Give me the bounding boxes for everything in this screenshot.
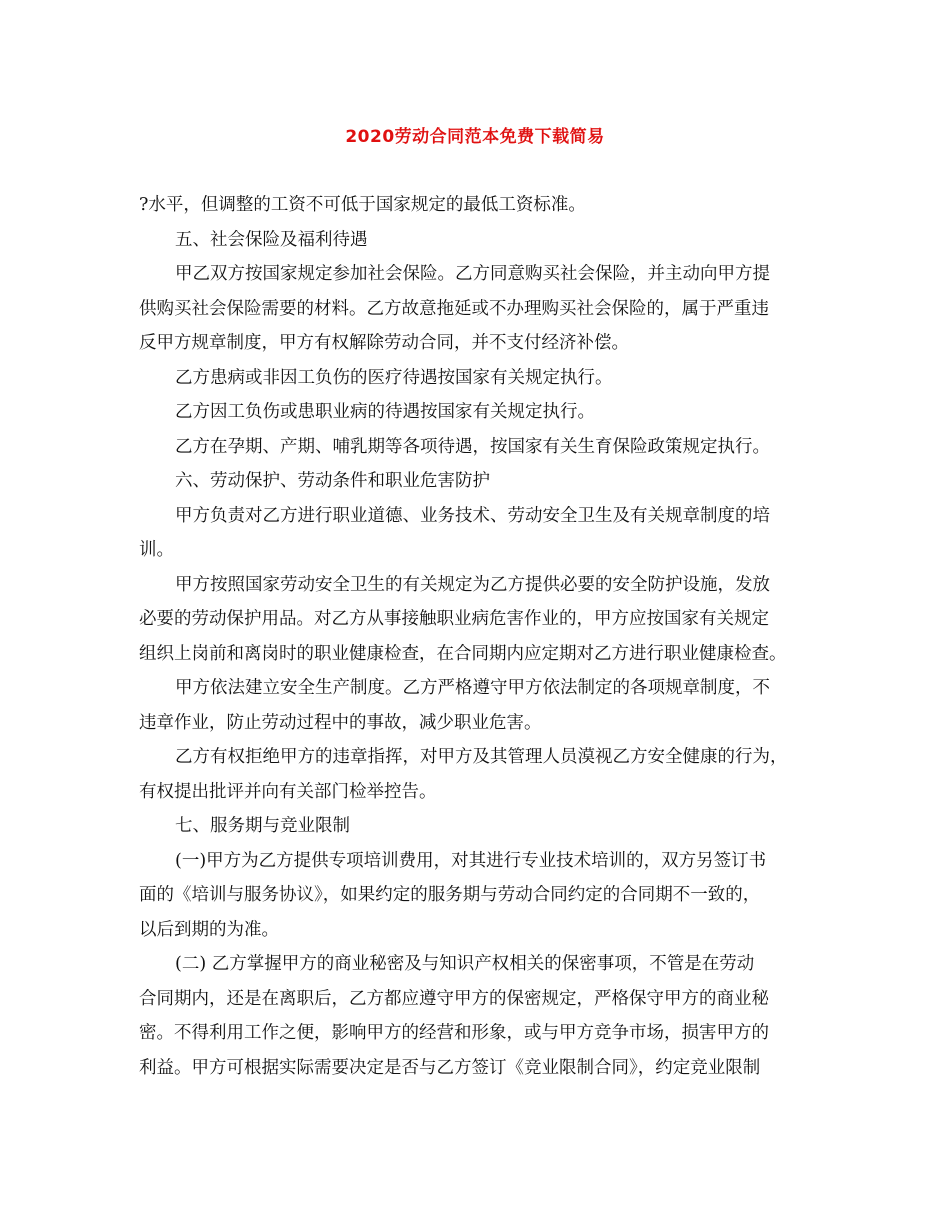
text-line: 供购买社会保险需要的材料。乙方故意拖延或不办理购买社会保险的，属于严重违 bbox=[139, 298, 769, 319]
section-heading: 五、社会保险及福利待遇 bbox=[175, 229, 368, 250]
document-body bbox=[139, 188, 819, 1085]
text-line: 有权提出批评并向有关部门检举控告。 bbox=[139, 781, 437, 802]
section-heading: 七、服务期与竞业限制 bbox=[175, 816, 350, 836]
text-line: 组织上岗前和离岗时的职业健康检查，在合同期内应定期对乙方进行职业健康检查。 bbox=[139, 643, 787, 664]
text-line: 训。 bbox=[139, 540, 174, 560]
section-heading: 六、劳动保护、劳动条件和职业危害防护 bbox=[175, 471, 490, 491]
text-line: 必要的劳动保护用品。对乙方从事接触职业病危害作业的，甲方应按国家有关规定 bbox=[139, 609, 769, 629]
text-line: 违章作业，防止劳动过程中的事故，减少职业危害。 bbox=[139, 712, 542, 733]
text-line: 甲方依法建立安全生产制度。乙方严格遵守甲方依法制定的各项规章制度，不 bbox=[175, 678, 770, 698]
text-line: 甲方负责对乙方进行职业道德、业务技术、劳动安全卫生及有关规章制度的培 bbox=[175, 505, 770, 526]
text-line: (一)甲方为乙方提供专项培训费用，对其进行专业技术培训的，双方另签订书 bbox=[175, 850, 767, 871]
text-line: 甲乙双方按国家规定参加社会保险。乙方同意购买社会保险，并主动向甲方提 bbox=[175, 264, 770, 284]
text-line: 乙方在孕期、产期、哺乳期等各项待遇，按国家有关生育保险政策规定执行。 bbox=[175, 436, 770, 457]
text-line: 合同期内，还是在离职后，乙方都应遵守甲方的保密规定，严格保守甲方的商业秘 bbox=[139, 988, 769, 1009]
text-line: ?水平，但调整的工资不可低于国家规定的最低工资标准。 bbox=[139, 195, 586, 215]
text-line: (二) 乙方掌握甲方的商业秘密及与知识产权相关的保密事项，不管是在劳动 bbox=[175, 954, 755, 974]
text-line: 乙方有权拒绝甲方的违章指挥，对甲方及其管理人员漠视乙方安全健康的行为， bbox=[175, 747, 788, 767]
document-title: 2020劳动合同范本免费下载简易 bbox=[345, 127, 605, 147]
text-line: 利益。甲方可根据实际需要决定是否与乙方签订《竞业限制合同》，约定竞业限制 bbox=[139, 1057, 761, 1078]
text-line: 乙方因工负伤或患职业病的待遇按国家有关规定执行。 bbox=[175, 402, 595, 422]
text-line: 面的《培训与服务协议》，如果约定的服务期与劳动合同约定的合同期不一致的， bbox=[139, 885, 761, 905]
text-line: 以后到期的为准。 bbox=[139, 919, 279, 940]
text-line: 反甲方规章制度，甲方有权解除劳动合同，并不支付经济补偿。 bbox=[139, 333, 629, 353]
text-line: 乙方患病或非因工负伤的医疗待遇按国家有关规定执行。 bbox=[175, 367, 613, 388]
text-line: 密。不得利用工作之便，影响甲方的经营和形象，或与甲方竞争市场，损害甲方的 bbox=[139, 1023, 769, 1043]
text-line: 甲方按照国家劳动安全卫生的有关规定为乙方提供必要的安全防护设施，发放 bbox=[175, 574, 770, 595]
